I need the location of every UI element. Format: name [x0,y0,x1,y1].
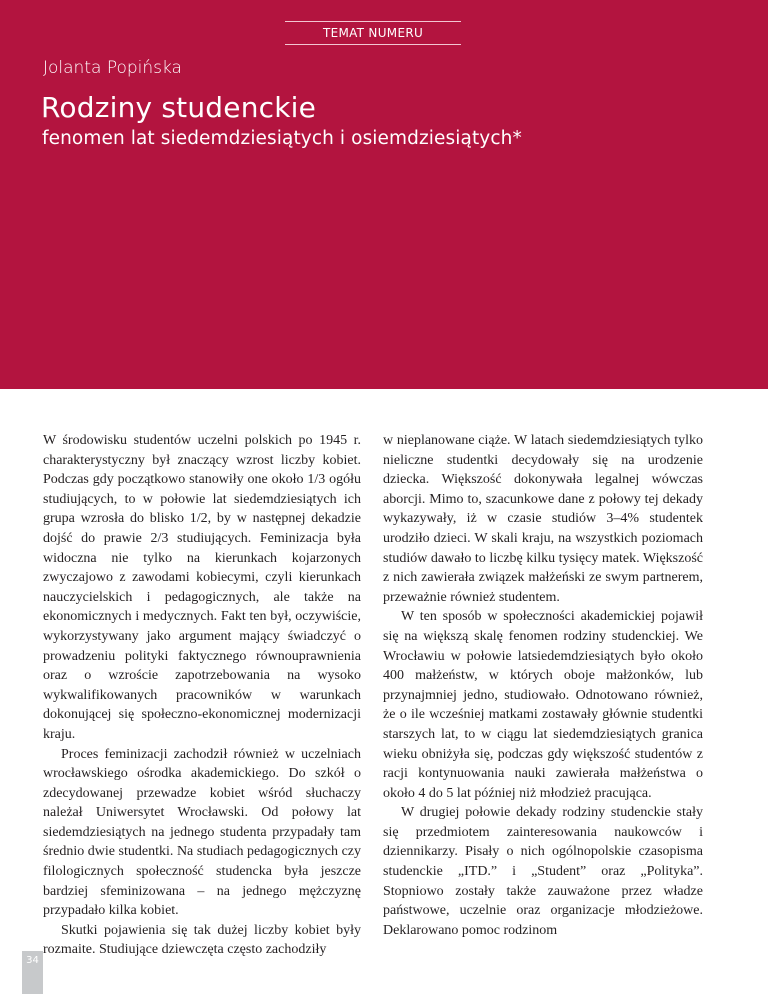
section-label: TEMAT NUMERU [285,21,461,45]
article-subtitle: fenomen lat siedemdziesiątych i osiemdziesiątych* [42,128,522,149]
paragraph: W drugiej połowie dekady rodziny studenckie stały się przedmiotem zainteresowania naukowców i dziennikarzy. Pisały o nich ogólnopolskie czasopisma studenckie „ITD.” i „Student” oraz „Polityka”. Stopniowo zostały także zauważone przez władze państwowe, uczelnie oraz organizacje młodzieżowe. Deklarowano pomoc rodzinom [383,805,703,938]
left-column [43,431,361,960]
article-title: Rodziny studenckie [41,91,317,124]
paragraph: W środowisku studentów uczelni polskich po 1945 r. charakterystyczny był znaczący wzrost liczby kobiet. Podczas gdy początkowo stanowiły one około 1/3 ogółu studiujących, to w połowie lat siedemdziesiątych ich grupa wzrosła do blisko 1/2, by w następnej dekadzie dojść do prawie 2/3 studiujących. Feminizacja była widoczna nie tylko na kierunkach kojarzonych zwyczajowo z zawodami kobiecymi, czyli kierunkach nauczycielskich i pedagogicznych, ale także na ekonomicznych i medycznych. Fakt ten był, oczywiście, wykorzystywany jako argument mający świadczyć o prowadzeniu polityki faktycznego równouprawnienia oraz o wzroście zapotrzebowania na wysoko wykwalifikowanych pracowników w warunkach dokonującej się społeczno-ekonomicznej modernizacji kraju. [43,433,361,742]
paragraph: Proces feminizacji zachodził również w uczelniach wrocławskiego ośrodka akademickiego. Do szkół o zdecydowanej przewadze kobiet wśród słuchaczy należał Uniwersytet Wrocławski. Od połowy lat siedemdziesiątych na jednego studenta przypadały tam średnio dwie studentki. Na studiach pedagogicznych czy filologicznych społeczność studencka była jeszcze bardziej sfeminizowana – na jednego mężczyznę przypadało kilka kobiet. [43,746,361,919]
paragraph: W ten sposób w społeczności akademickiej pojawił się na większą skalę fenomen rodziny studenckiej. We Wrocławiu w połowie latsiedemdziesiątych było około 400 małżeństw, w których oboje małżonków, lub przynajmniej jedno, studiowało. Odnotowano również, że o ile wcześniej matkami zostawały głównie studentki starszych lat, to w ciągu lat siedemdziesiątych granica wieku obniżyła się, podczas gdy większość studentów z racji kontynuowania nauki zawierała małżeństwa o około 4 do 5 lat później niż młodzież pracująca. [383,609,703,801]
right-column [383,431,703,940]
page-number: 34 [26,955,39,966]
paragraph: w nieplanowane ciąże. W latach siedemdziesiątych tylko nieliczne studentki decydowały się na urodzenie dziecka. Większość dokonywała legalnej wówczas aborcji. Mimo to, szacunkowe dane z połowy tej dekady wykazywały, iż w czasie studiów 3–4% studentek urodziło dzieci. W skali kraju, na wszystkich poziomach studiów dawało to liczbę kilku tysięcy matek. Większość z nich zawierała związek małżeński ze swym partnerem, przeważnie również studentem. [383,433,703,605]
paragraph: Skutki pojawienia się tak dużej liczby kobiet były rozmaite. Studiujące dziewczęta często zachodziły [43,922,361,958]
article-header-banner [0,0,768,389]
author-name: Jolanta Popińska [43,58,182,78]
